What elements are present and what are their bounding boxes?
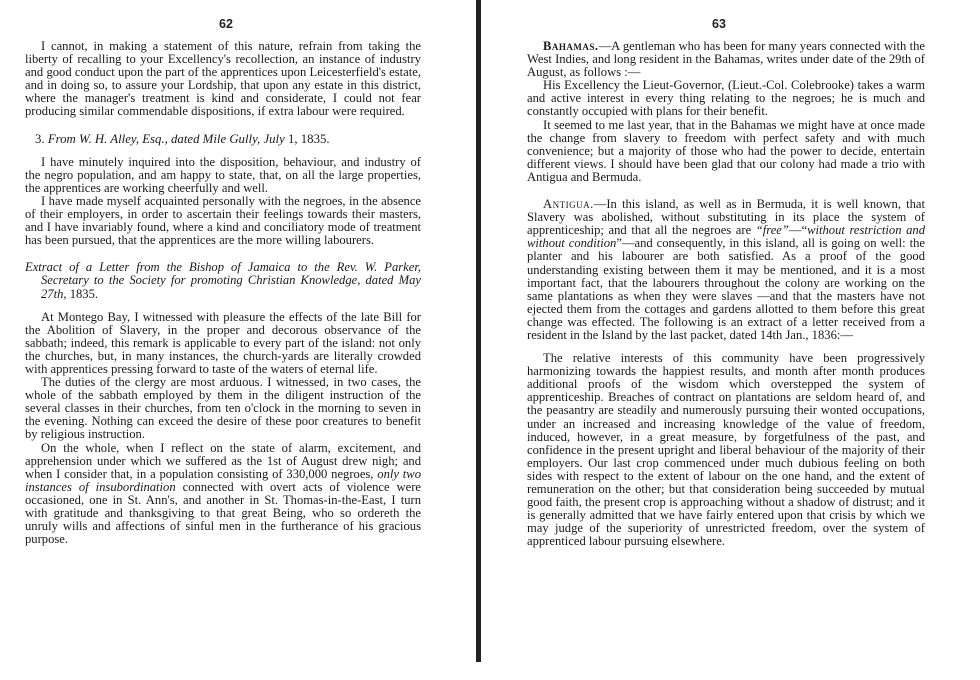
extract-heading-italic: Extract of a Letter from the Bishop of Jamaica to the Rev. W. Parker, Secretary to the Society for promoting Christian Knowledge, dated May 27th,	[25, 260, 421, 301]
antigua-label: Antigua.	[543, 197, 594, 212]
intro-paragraph: I cannot, in making a statement of this nature, refrain from taking the liberty of recalling to your Excellency's recollection, an instance of industry and good conduct upon the part of the apprentices upon Leicesterfield's estate, and in doing so, to assure your Lordship, that upon any estate in this district, where the manager's treatment is kind and considerate, I could not fear producing similar commendable dispositions, if extra labour were required.	[25, 39, 421, 119]
page-number-left: 62	[219, 17, 233, 31]
antigua-quote-free: “free”	[755, 223, 789, 238]
bahamas-paragraph-1: His Excellency the Lieut-Governor, (Lieut.-Col. Colebrooke) takes a warm and active interest in every thing relating to the negroes; he is much and constantly occupied with plans for their benefit.	[527, 78, 925, 119]
antigua-quote-italic: without restriction and without condition	[527, 223, 925, 251]
antigua-letter-paragraph: The relative interests of this community have been progressively harmonizing towards the happiest results, and month after month produces additional proofs of the wisdom which overstepped the system of apprenticeship. Breaches of contract on plantations are seldom heard of, and the peasantry are steadily and numerously pursuing their wonted occupations, under an increased and increasing knowledge of the value of freedom, induced, however, in a great measure, by forgetfulness of the past, and confidence in the present upright and liberal behaviour of the majority of their employers. Our last crop commenced under much dubious feeling on both sides with respect to the extent of labour on the one hand, and the extent of remuneration on the other; but that consideration being succeeded by mutual good faith, the present crop is approaching without a shadow of distrust; and it is generally admitted that we have fairly entered upon that crisis by which we may judge of the superiority of unrestricted freedom, over the system of apprenticed labour pursuing elsewhere.	[527, 351, 925, 549]
bahamas-intro-paragraph	[527, 40, 925, 79]
antigua-quote-close: ”	[616, 236, 622, 251]
antigua-paragraph	[527, 198, 925, 342]
bishop-paragraph-2: The duties of the clergy are most arduous. I witnessed, in two cases, the whole of the sabbath employed by them in the diligent instruction of the several classes in their churches, from ten o'clock in the morning to seven in the evening. Nothing can exceed the desire of these poor creatures to benefit by religious instruction.	[25, 375, 421, 442]
left-page	[0, 0, 478, 680]
section-number: 3.	[35, 131, 45, 146]
antigua-quote-dash: —“	[788, 223, 808, 238]
section-heading-date: 1, 1835.	[287, 131, 330, 146]
para3-text-before: On the whole, when I reflect on the state of alarm, excitement, and apprehension under which we suffered as the 1st of August drew nigh; and when I consider that, in a population consisting of 330,000 negroes,	[25, 440, 421, 481]
section-3-heading	[25, 133, 421, 146]
para3-text-after: connected with overt acts of violence were occasioned, one in St. Ann's, and another in St. Thomas-in-the-East, I turn with gratitude and thanksgiving to that great Being, who so ordereth the unruly wills and affections of sinful men in the furtherance of his gracious purpose.	[25, 479, 421, 547]
antigua-text-after: —and consequently, in this island, all is going on well: the planter and his labourer are both satisfied. As a proof of the good understanding existing between them it may be mentioned, and it is a most important fact, that the labourers throughout the colony are working on the same plantations as when they were slaves —and that the masters have not ejected them from the cottages and gardens allotted to them before this great change was effected. The following is an extract of a letter received from a resident in the Island by the last packet, dated 14th Jan., 1836:—	[527, 236, 925, 342]
bahamas-paragraph-2: It seemed to me last year, that in the Bahamas we might have at once made the change from slavery to freedom with perfect safety and with much convenience; but a majority of those who had the power to decide, entertain different views. I should have been glad that our colony had made a trio with Antigua and Bermuda.	[527, 117, 925, 184]
bahamas-label: Bahamas.	[543, 39, 599, 53]
antigua-text-before: —In this island, as well as in Bermuda, it is well known, that Slavery was abolished, without substituting in its place the system of apprenticeship; and that all the negroes are	[527, 197, 925, 238]
left-text-column	[25, 40, 421, 546]
right-text-column	[527, 40, 925, 548]
bishop-extract-heading	[25, 261, 421, 300]
book-gutter-divider	[476, 0, 481, 662]
page-number-right: 63	[712, 17, 726, 31]
bishop-paragraph-3	[25, 442, 421, 547]
alley-paragraph-1: I have minutely inquired into the disposition, behaviour, and industry of the negro population, and am happy to state, that, on all the large properties, the apprentices are working cheerfully and well.	[25, 154, 421, 195]
section-heading-italic: From W. H. Alley, Esq., dated Mile Gully, July	[47, 131, 285, 146]
extract-heading-year: 1835.	[69, 286, 99, 301]
para3-italic-phrase: only two instances of insubordination	[25, 466, 421, 494]
bahamas-intro-text: —A gentleman who has been for many years connected with the West Indies, and long resident in the Bahamas, writes under date of the 29th of August, as follows :—	[527, 39, 925, 80]
bishop-paragraph-1: At Montego Bay, I witnessed with pleasure the effects of the late Bill for the Abolition of Slavery, in the proper and decorous observance of the sabbath; indeed, this remark is applicable to every part of the island: not only the churches, but, in many instances, the church-yards are literally crowded with apprentices pressing forward to taste of the waters of eternal life.	[25, 309, 421, 376]
right-page	[484, 0, 980, 680]
alley-paragraph-2: I have made myself acquainted personally with the negroes, in the absence of their employers, in order to ascertain their feelings towards their masters, and I have invariably found, where a kind and conciliatory mode of treatment has been pursued, that the apprentices are the more willing labourers.	[25, 193, 421, 248]
